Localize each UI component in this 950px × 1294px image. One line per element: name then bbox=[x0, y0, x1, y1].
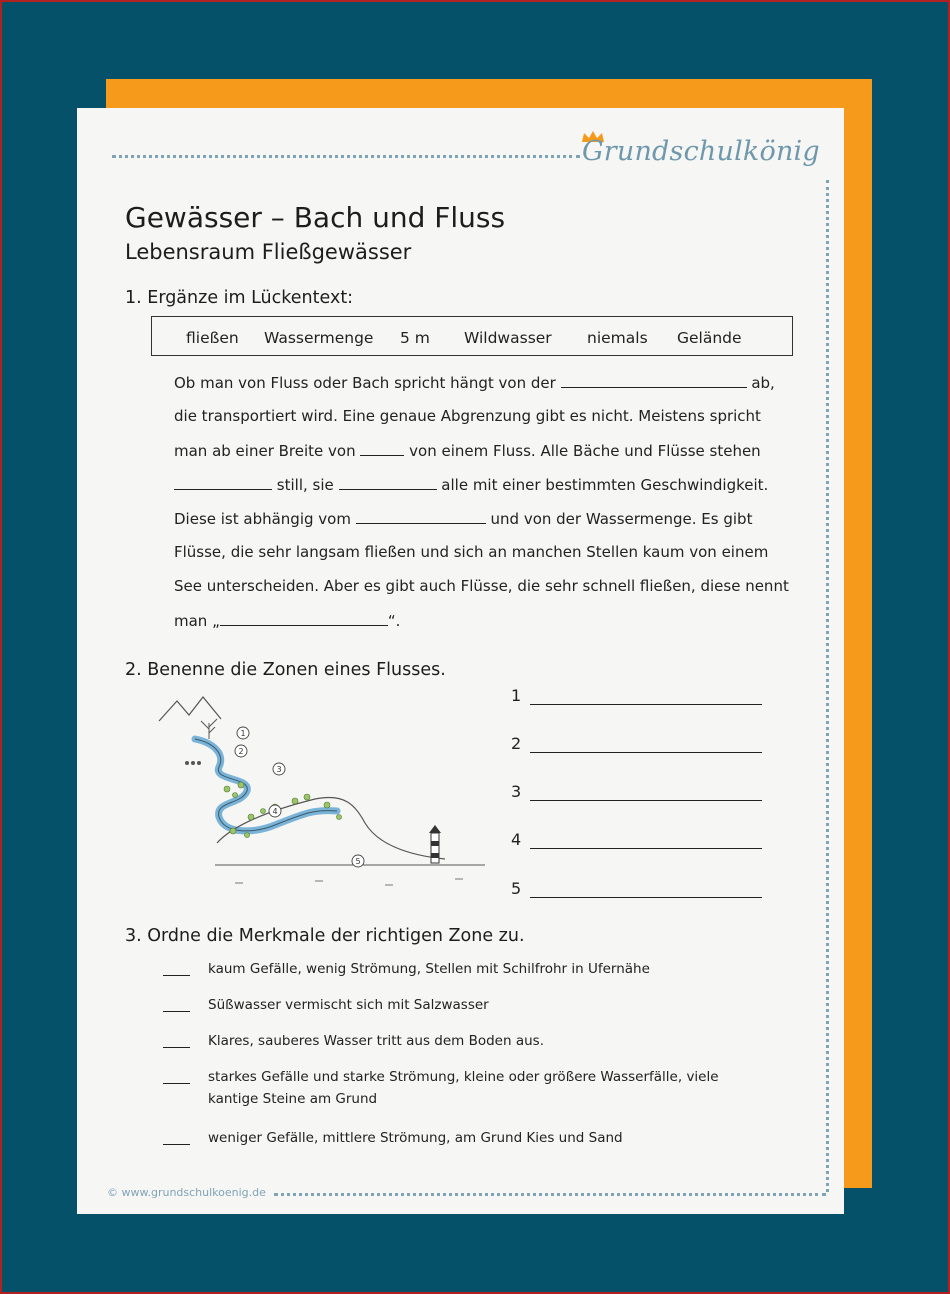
zone-answer-line[interactable] bbox=[530, 848, 762, 849]
diagram-label: 2 bbox=[238, 747, 244, 756]
feature-item: starkes Gefälle und starke Strömung, kleine oder größere Wasserfälle, viele kantige Steine am Grund bbox=[208, 1069, 719, 1107]
zone-number: 5 bbox=[511, 879, 522, 898]
feature-blank[interactable] bbox=[163, 1011, 190, 1012]
gap-text-line: die transportiert wird. Eine genaue Abgrenzung gibt es nicht. Meistens spricht bbox=[174, 407, 761, 425]
diagram-label: 4 bbox=[272, 807, 278, 816]
footer-copyright: © www.grundschulkoenig.de bbox=[107, 1186, 266, 1199]
task3-heading: 3. Ordne die Merkmale der richtigen Zone zu. bbox=[125, 926, 525, 946]
gap-blank[interactable] bbox=[339, 475, 437, 490]
gap-text-line: See unterscheiden. Aber es gibt auch Flüsse, die sehr schnell fließen, diese nennt bbox=[174, 577, 789, 595]
worksheet bbox=[77, 108, 844, 1214]
gap-text-line: Diese ist abhängig vom und von der Wassermenge. Es gibt bbox=[174, 510, 753, 528]
page-subtitle: Lebensraum Fließgewässer bbox=[125, 240, 412, 264]
task1-heading: 1. Ergänze im Lückentext: bbox=[125, 288, 354, 308]
feature-blank[interactable] bbox=[163, 1083, 190, 1084]
word-item: Gelände bbox=[677, 329, 742, 347]
zone-answer-line[interactable] bbox=[530, 897, 762, 898]
zone-answer-line[interactable] bbox=[530, 800, 762, 801]
zone-answer-line[interactable] bbox=[530, 752, 762, 753]
word-item: Wassermenge bbox=[264, 329, 374, 347]
word-box bbox=[151, 316, 793, 356]
gap-blank[interactable] bbox=[220, 611, 388, 626]
brand-logo: Grundschulkönig bbox=[582, 136, 820, 167]
feature-blank[interactable] bbox=[163, 975, 190, 976]
zone-number: 4 bbox=[511, 830, 522, 849]
feature-blank[interactable] bbox=[163, 1144, 190, 1145]
word-item: fließen bbox=[186, 329, 239, 347]
gap-blank[interactable] bbox=[356, 509, 486, 524]
feature-blank[interactable] bbox=[163, 1047, 190, 1048]
diagram-label: 5 bbox=[355, 857, 361, 866]
gap-blank[interactable] bbox=[360, 441, 404, 456]
gap-text-line: man ab einer Breite von von einem Fluss. Alle Bäche und Flüsse stehen bbox=[174, 442, 761, 460]
gap-text-line: still, sie alle mit einer bestimmten Geschwindigkeit. bbox=[174, 475, 784, 494]
dotted-border-bottom bbox=[274, 1193, 826, 1196]
page-title: Gewässer – Bach und Fluss bbox=[125, 201, 506, 234]
diagram-label: 1 bbox=[240, 729, 246, 738]
zone-answer-line[interactable] bbox=[530, 704, 762, 705]
dotted-border-right bbox=[826, 180, 829, 1192]
feature-item: kaum Gefälle, wenig Strömung, Stellen mit Schilfrohr in Ufernähe bbox=[208, 961, 650, 977]
dotted-border-top bbox=[112, 155, 580, 158]
river-zones-diagram bbox=[155, 693, 491, 893]
gap-text-line: Flüsse, die sehr langsam fließen und sich an manchen Stellen kaum von einem bbox=[174, 543, 769, 561]
diagram-label: 3 bbox=[276, 765, 282, 774]
zone-number: 3 bbox=[511, 782, 522, 801]
feature-item: weniger Gefälle, mittlere Strömung, am Grund Kies und Sand bbox=[208, 1130, 623, 1146]
word-item: niemals bbox=[587, 329, 648, 347]
gap-text-line: man „ “. bbox=[174, 612, 401, 630]
zone-number: 1 bbox=[511, 686, 522, 705]
word-item: Wildwasser bbox=[464, 329, 552, 347]
gap-text-line: Ob man von Fluss oder Bach spricht hängt von der ab, bbox=[174, 374, 775, 392]
task2-heading: 2. Benenne die Zonen eines Flusses. bbox=[125, 660, 446, 680]
feature-item: Süßwasser vermischt sich mit Salzwasser bbox=[208, 997, 489, 1013]
gap-blank[interactable] bbox=[174, 475, 272, 490]
word-item: 5 m bbox=[400, 329, 430, 347]
gap-blank[interactable] bbox=[561, 373, 747, 388]
feature-item: Klares, sauberes Wasser tritt aus dem Boden aus. bbox=[208, 1033, 544, 1049]
zone-number: 2 bbox=[511, 734, 522, 753]
